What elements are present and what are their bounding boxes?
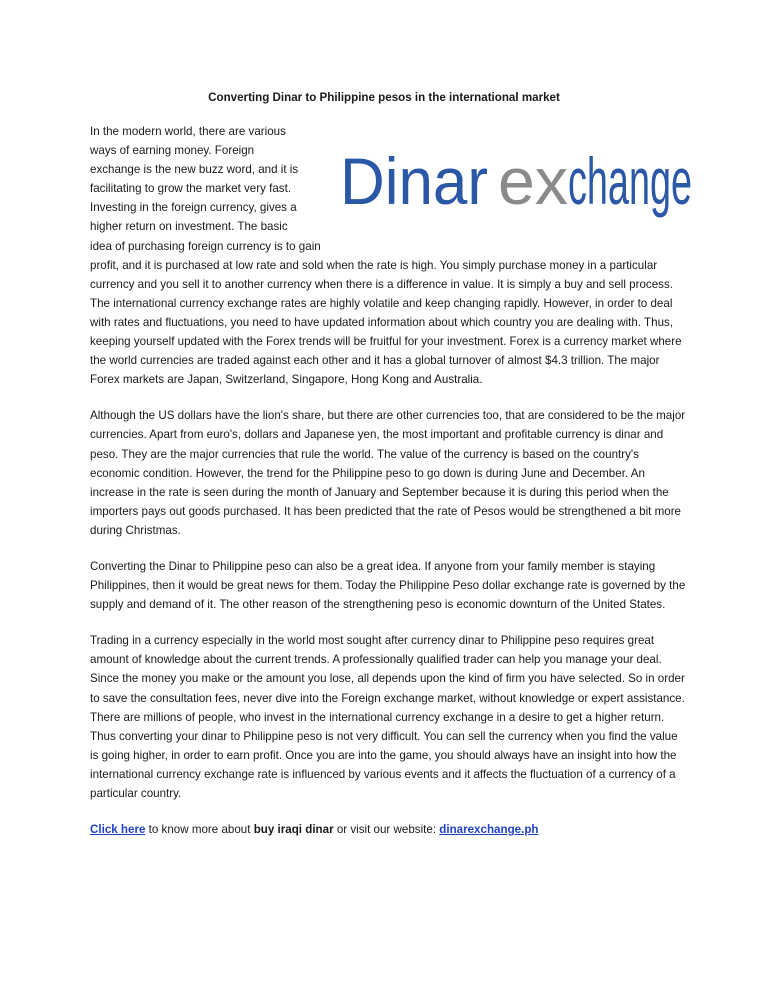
intro-rest: idea of purchasing foreign currency is to gain profit, and it is purchased at low rate and sold when the rate is high. You simply purchase money in a particular currency and you sell it to another currency when there is a difference in value. It is simply a buy and sell process. The international currency exchange rates are highly volatile and keep changing rapidly. However, in order to deal with rates and fluctuations, you need to have updated information about which country you are dealing with. Thus, keeping yourself updated with the Forex trends will be fruitful for your investment. Forex is a currency market where the world currencies are traded against each other and it has a global turnover of almost $4.3 trillion. The major Forex markets are Japan, Switzerland, Singapore, Hong Kong and Australia. <box>90 239 682 387</box>
logo-word-change: change <box>568 144 692 218</box>
keyword-text: buy iraqi dinar <box>253 823 334 837</box>
click-here-link[interactable]: Click here <box>90 823 146 837</box>
paragraph-3: Converting the Dinar to Philippine peso can also be a great idea. If anyone from your family member is staying Philippines, then it would be great news for them. Today the Philippine Peso dollar exchange rate is governed by the supply and demand of it. The other reason of the strengthening peso is economic downturn of the United States. <box>90 559 686 612</box>
logo-ex-mark <box>498 144 568 218</box>
document-body <box>90 122 692 856</box>
intro-line: exchange is the new buzz word, and it is <box>90 163 299 177</box>
paragraph-intro <box>90 122 692 389</box>
document-title: Converting Dinar to Philippine pesos in the international market <box>208 91 560 104</box>
logo-word-dinar: Dinar <box>340 144 488 218</box>
logo-graphic <box>336 122 696 240</box>
logo-ex-letters: ex <box>498 144 568 218</box>
paragraph-2: Although the US dollars have the lion's share, but there are other currencies too, that are considered to be the major currencies. Apart from euro's, dollars and Japanese yen, the most important and profitable currency is dinar and peso. They are the major currencies that rule the world. The value of the currency is based on the country's economic condition. However, the trend for the Philippine peso to go down is during June and December. An increase in the rate is seen during the month of January and September because it is during this period when the importers pays out goods purchased. It has been predicted that the rate of Pesos would be strengthened a bit more during Christmas. <box>90 409 686 537</box>
footer-line <box>90 820 686 839</box>
paragraph-4: Trading in a currency especially in the world most sought after currency dinar to Philippine peso requires great amount of knowledge about the current trends. A professionally qualified trader can help you manage your deal. Since the money you make or the amount you lose, all depends upon the kind of firm you have selected. So in order to save the consultation fees, never dive into the Foreign exchange market, without knowledge or expert assistance. There are millions of people, who invest in the international currency exchange in a desire to get a higher return. Thus converting your dinar to Philippine peso is not very difficult. You can sell the currency when you find the value is going higher, in order to earn profit. Once you are into the game, you should always have an insight into how the international currency exchange rate is influenced by various events and it affects the fluctuation of a currency of a particular country. <box>90 634 685 800</box>
intro-line: higher return on investment. The basic <box>90 220 288 234</box>
dinar-exchange-logo <box>336 122 696 240</box>
intro-line: ways of earning money. Foreign <box>90 144 255 158</box>
intro-line: facilitating to grow the market very fast. <box>90 182 292 196</box>
intro-line: In the modern world, there are various <box>90 125 286 138</box>
footer-text-2: or visit our website: <box>333 823 440 837</box>
footer-text-1: to know more about <box>145 823 254 837</box>
website-link[interactable]: dinarexchange.ph <box>439 823 539 837</box>
intro-line: Investing in the foreign currency, gives a <box>90 201 297 215</box>
